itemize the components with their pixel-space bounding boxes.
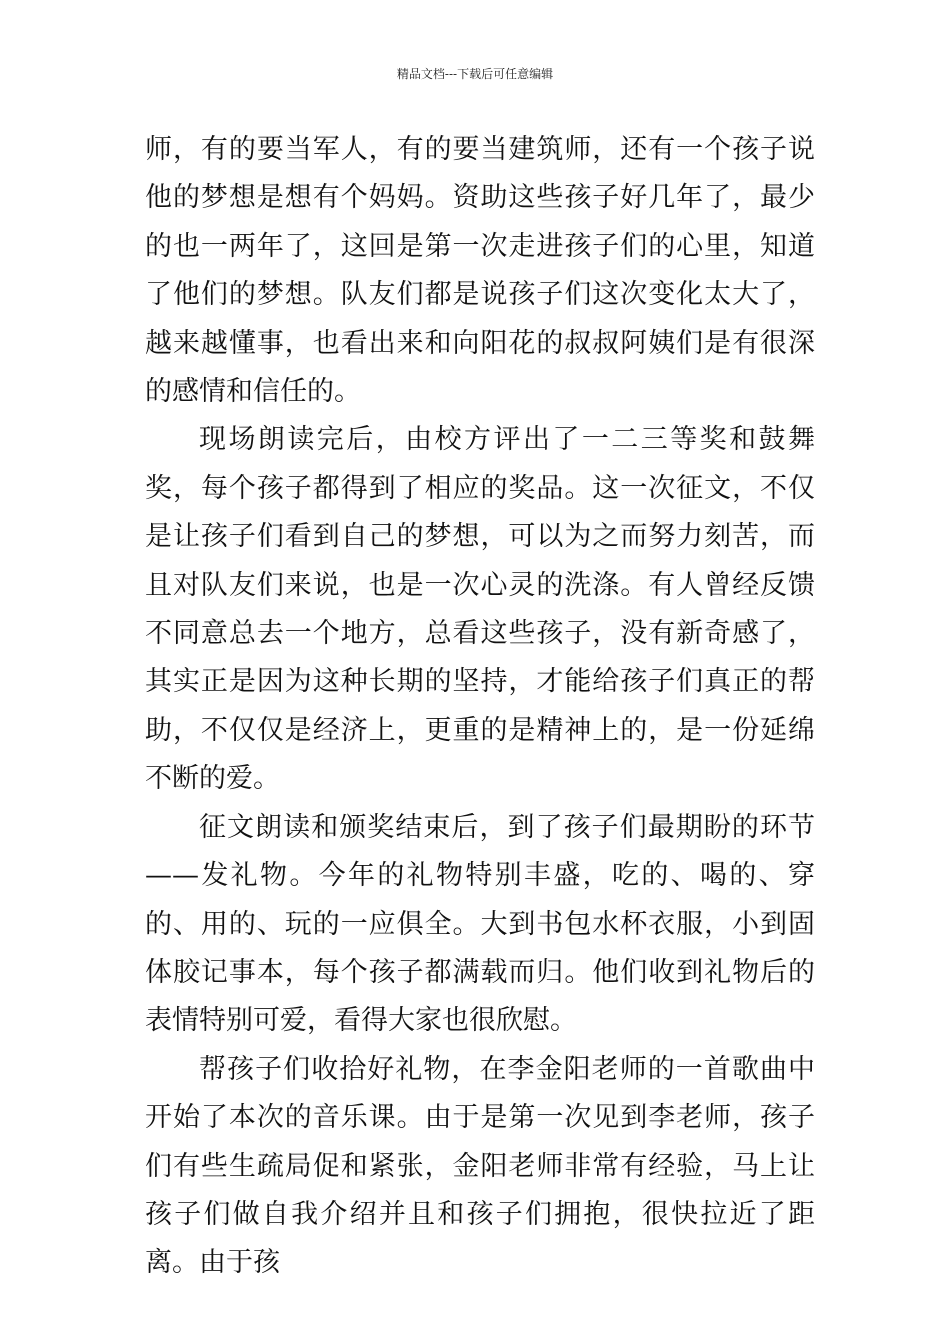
paragraph-2: 现场朗读完后，由校方评出了一二三等奖和鼓舞奖，每个孩子都得到了相应的奖品。这一次征文，不仅是让孩子们看到自己的梦想，可以为之而努力刻苦，而且对队友们来说，也是一次心灵的洗涤。有人曾经反馈不同意总去一个地方，总看这些孩子，没有新奇感了，其实正是因为这种长期的坚持，才能给孩子们真正的帮助，不仅仅是经济上，更重的是精神上的，是一份延绵不断的爱。 bbox=[145, 424, 815, 795]
paragraph-4: 帮孩子们收拾好礼物，在李金阳老师的一首歌曲中开始了本次的音乐课。由于是第一次见到李老师，孩子们有些生疏局促和紧张，金阳老师非常有经验，马上让孩子们做自我介绍并且和孩子们拥抱，很快拉近了距离。由于孩 bbox=[145, 1053, 815, 1279]
document-body bbox=[145, 126, 815, 1288]
paragraph-3: 征文朗读和颁奖结束后，到了孩子们最期盼的环节——发礼物。今年的礼物特别丰盛，吃的、喝的、穿的、用的、玩的一应俱全。大到书包水杯衣服，小到固体胶记事本，每个孩子都满载而归。他们收到礼物后的表情特别可爱，看得大家也很欣慰。 bbox=[145, 811, 815, 1037]
page-header: 精品文档---下载后可任意编辑 bbox=[396, 67, 554, 81]
paragraph-1: 师，有的要当军人，有的要当建筑师，还有一个孩子说他的梦想是想有个妈妈。资助这些孩子好几年了，最少的也一两年了，这回是第一次走进孩子们的心里，知道了他们的梦想。队友们都是说孩子们这次变化太大了，越来越懂事，也看出来和向阳花的叔叔阿姨们是有很深的感情和信任的。 bbox=[145, 134, 815, 408]
